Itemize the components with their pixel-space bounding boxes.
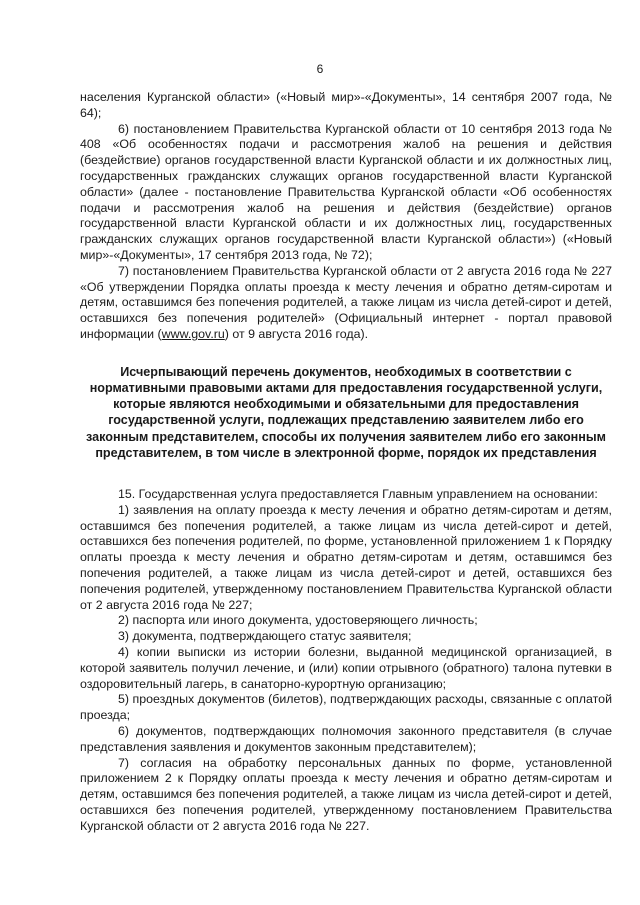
paragraph-item-7-end: ) от 9 августа 2016 года). (224, 326, 369, 341)
list-item-2: 2) паспорта или иного документа, удостоверяющего личность; (118, 613, 478, 628)
document-body (80, 90, 612, 835)
list-item-6: 6) документов, подтверждающих полномочия законного представителя (в случае представления заявления и документов законным представителем); (80, 723, 612, 754)
page-number: 6 (316, 62, 324, 76)
paragraph-continuation: населения Курганской области» («Новый мир»-«Документы», 14 сентября 2007 года, № 64); (80, 90, 612, 120)
list-item-5: 5) проездных документов (билетов), подтверждающих расходы, связанные с оплатой проезда; (80, 692, 612, 723)
paragraph-item-7 (80, 264, 612, 343)
paragraph-item-6: 6) постановлением Правительства Курганской области от 10 сентября 2013 года № 408 «Об особенностях подачи и рассмотрения жалоб на решения и действия (бездействие) органов государственной власти Курганской области и их должностных лиц, государственных гражданских служащих органов государственной власти Курганской области» (далее - постановление Правительства Курганской области «Об особенностях подачи и рассмотрения жалоб на решения и действия (бездействие) органов государственной власти Курганской области и их должностных лиц, государственных гражданских служащих органов государственной власти Курганской области») («Новый мир»-«Документы», 17 сентября 2013 года, № 72); (80, 121, 612, 262)
paragraph-item-7-text: 7) постановлением Правительства Курганской области от 2 августа 2016 года № 227 «Об утверждении Порядка оплаты проезда к месту лечения и обратно детям-сиротам и детям, оставшимся без попечения родителей, а также лицам из числа детей-сирот и детей, оставшихся без попечения родителей» (Официальный интернет - портал правовой информации ( (80, 263, 612, 341)
list-item-4: 4) копии выписки из истории болезни, выданной медицинской организацией, в которой заявитель получил лечение, и (или) копии отрывного (обратного) талона путевки в оздоровительный лагерь, в санаторно-курортную организацию; (80, 644, 612, 691)
paragraph-15: 15. Государственная услуга предоставляется Главным управлением на основании: (118, 486, 598, 501)
gov-ru-link[interactable]: www.gov.ru (161, 326, 225, 341)
list-item-1: 1) заявления на оплату проезда к месту лечения и обратно детям-сиротам и детям, оставшимся без попечения родителей, а также лицам из числа детей-сирот и детей, оставшихся без попечения родителей, по форме, установленной приложением 1 к Порядку оплаты проезда к месту лечения и обратно детям-сиротам и детям, оставшимся без попечения родителей, а также лицам из числа детей-сирот и детей, оставшихся без попечения родителей, утвержденному постановлением Правительства Курганской области от 2 августа 2016 года № 227; (80, 502, 612, 612)
list-item-7: 7) согласия на обработку персональных данных по форме, установленной приложением 2 к Порядку оплаты проезда к месту лечения и обратно детям-сиротам и детям, оставшимся без попечения родителей, а также лицам из числа детей-сирот и детей, оставшихся без попечения родителей, утвержденному постановлением Правительства Курганской области от 2 августа 2016 года № 227. (80, 755, 612, 833)
list-item-3: 3) документа, подтверждающего статус заявителя; (118, 629, 412, 644)
section-heading: Исчерпывающий перечень документов, необходимых в соответствии с нормативными правовыми актами для предоставления государственной услуги, которые являются необходимыми и обязательными для предоставления государственной услуги, подлежащих представлению заявителем либо его законным представителем, способы их получения заявителем либо его законным представителем, в том числе в электронной форме, порядок их представления (86, 364, 606, 460)
